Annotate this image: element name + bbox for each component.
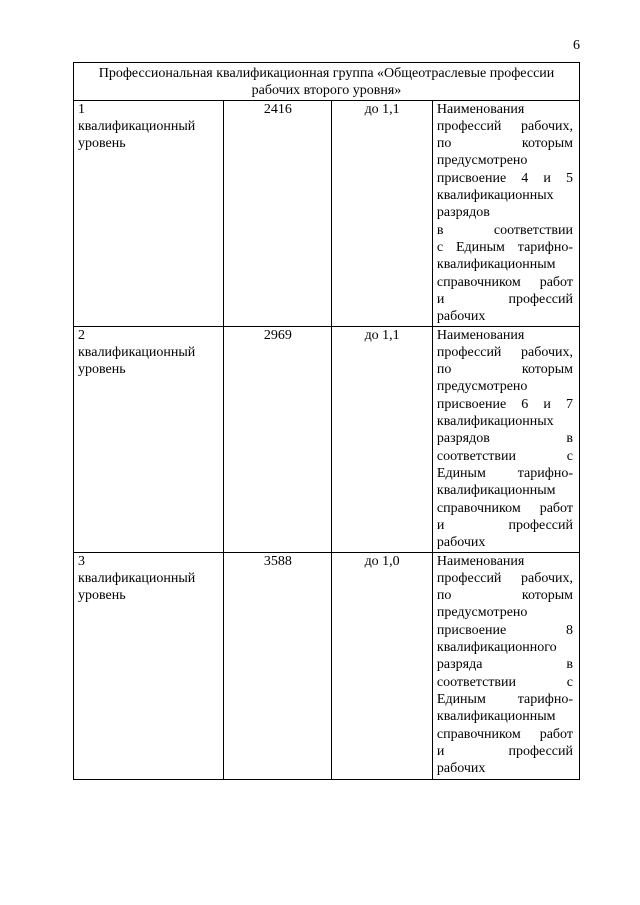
description-line: справочником работ: [436, 726, 573, 742]
description-line: предусмотрено: [436, 605, 528, 621]
description-line: квалификационных: [436, 414, 554, 430]
level-label: квалификационный: [78, 118, 196, 134]
description-line: в соответствии: [436, 222, 573, 238]
description-line: квалификационным: [436, 483, 556, 499]
level-label-2: уровень: [78, 362, 126, 378]
description-line: профессий рабочих,: [436, 118, 573, 134]
level-cell: [74, 552, 224, 779]
description-cell: [432, 326, 579, 552]
description-line: предусмотрено: [436, 153, 528, 169]
description-line: присвоение 4 и 5: [436, 170, 573, 186]
description-line: разрядов в: [436, 431, 573, 447]
description-line: предусмотрено: [436, 379, 528, 395]
level-label-2: уровень: [78, 136, 126, 152]
level-label: квалификационный: [78, 570, 196, 586]
coefficient-cell: до 1,1: [332, 100, 433, 326]
level-number: 3: [78, 553, 85, 569]
coefficient-cell: до 1,1: [332, 326, 433, 552]
description-line: Единым тарифно-: [436, 691, 573, 707]
description-line: и профессий: [436, 291, 573, 307]
description-line: с Единым тарифно-: [436, 239, 573, 255]
description-line: профессий рабочих,: [436, 570, 573, 586]
level-cell: [74, 100, 224, 326]
description-line: профессий рабочих,: [436, 344, 573, 360]
description-line: и профессий: [436, 517, 573, 533]
description-line: соответствии с: [436, 448, 573, 464]
level-label: квалификационный: [78, 344, 196, 360]
description-line: по которым: [436, 136, 573, 152]
salary-cell: 3588: [224, 552, 332, 779]
table-row: [74, 100, 580, 326]
description-line: рабочих: [436, 535, 486, 551]
description-cell: [432, 552, 579, 779]
salary-cell: 2416: [224, 100, 332, 326]
description-line: справочником работ: [436, 274, 573, 290]
description-line: Наименования: [436, 553, 525, 569]
description-line: разряда в: [436, 657, 573, 673]
description-line: присвоение 6 и 7: [436, 396, 573, 412]
description-line: и профессий: [436, 743, 573, 759]
description-line: справочником работ: [436, 500, 573, 516]
description-line: квалификационным: [436, 709, 556, 725]
page-number: 6: [573, 38, 580, 53]
description-line: рабочих: [436, 309, 486, 325]
qualification-group-table: [73, 62, 580, 780]
description-cell: [432, 100, 579, 326]
table-row: [74, 326, 580, 552]
description-line: Наименования: [436, 327, 525, 343]
description-line: Единым тарифно-: [436, 465, 573, 481]
description-line: квалификационного: [436, 640, 557, 656]
description-line: присвоение 8: [436, 622, 573, 638]
level-label-2: уровень: [78, 588, 126, 604]
level-number: 2: [78, 327, 85, 343]
level-number: 1: [78, 101, 85, 117]
description-line: по которым: [436, 588, 573, 604]
description-line: рабочих: [436, 761, 486, 777]
table-row: [74, 552, 580, 779]
description-line: разрядов: [436, 205, 490, 221]
salary-cell: 2969: [224, 326, 332, 552]
group-header-row: [74, 63, 580, 101]
description-line: Наименования: [436, 101, 525, 117]
level-cell: [74, 326, 224, 552]
description-line: квалификационным: [436, 257, 556, 273]
description-line: квалификационных: [436, 188, 554, 204]
description-line: по которым: [436, 362, 573, 378]
group-title: Профессиональная квалификационная группа «Общеотраслевые профессии рабочих второго уровня»: [74, 63, 580, 101]
coefficient-cell: до 1,0: [332, 552, 433, 779]
description-line: соответствии с: [436, 674, 573, 690]
